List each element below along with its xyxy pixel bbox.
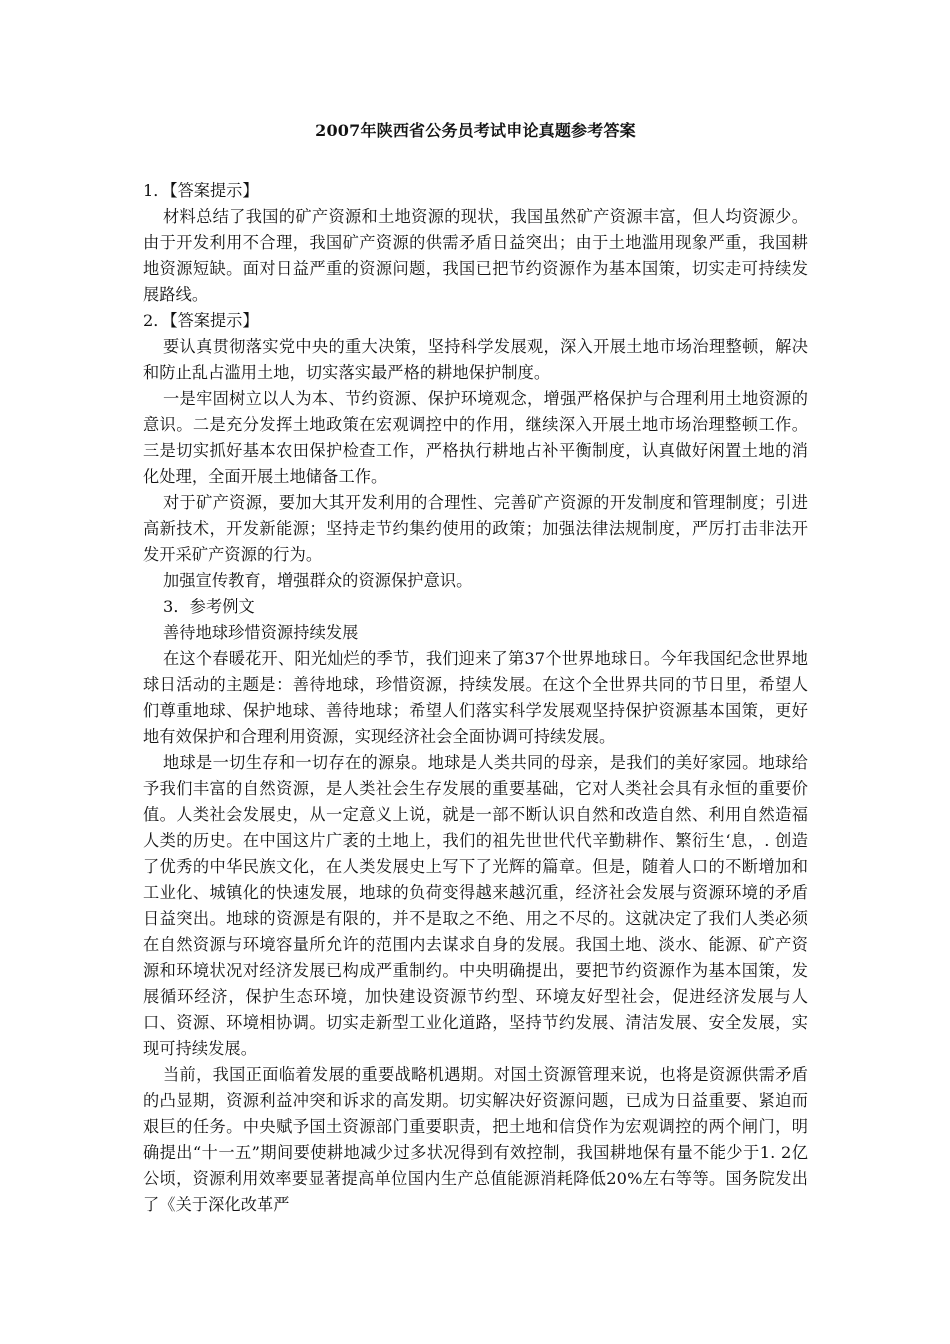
section-2-paragraph-1: 要认真贯彻落实党中央的重大决策，坚持科学发展观，深入开展土地市场治理整顿，解决和防止乱占滥用土地，切实落实最严格的耕地保护制度。 — [143, 337, 808, 382]
essay-paragraph-1: 在这个春暖花开、阳光灿烂的季节，我们迎来了第37个世界地球日。今年我国纪念世界地球日活动的主题是：善待地球，珍惜资源，持续发展。在这个全世界共同的节日里，希望人们尊重地球、保护地球、善待地球；希望人们落实科学发展观坚持保护资源基本国策，更好地有效保护和合理利用资源，实现经济社会全面协调可持续发展。 — [143, 649, 808, 746]
section-2-paragraph-2: 一是牢固树立以人为本、节约资源、保护环境观念，增强严格保护与合理利用土地资源的意识。二是充分发挥土地政策在宏观调控中的作用，继续深入开展土地市场治理整顿工作。三是切实抓好基本农田保护检查工作，严格执行耕地占补平衡制度，认真做好闲置土地的消化处理，全面开展土地储备工作。 — [143, 389, 808, 486]
essay-title: 善待地球珍惜资源持续发展 — [163, 623, 359, 642]
section-1-paragraph: 材料总结了我国的矿产资源和土地资源的现状，我国虽然矿产资源丰富，但人均资源少。由于开发利用不合理，我国矿产资源的供需矛盾日益突出；由于土地滥用现象严重，我国耕地资源短缺。面对日益严重的资源问题，我国已把节约资源作为基本国策，切实走可持续发展路线。 — [143, 207, 808, 304]
essay-paragraph-2: 地球是一切生存和一切存在的源泉。地球是人类共同的母亲，是我们的美好家园。地球给予我们丰富的自然资源，是人类社会生存发展的重要基础，它对人类社会具有永恒的重要价值。人类社会发展史，从一定意义上说，就是一部不断认识自然和改造自然、利用自然造福人类的历史。在中国这片广袤的土地上，我们的祖先世世代代辛勤耕作、繁衍生‘息，. 创造了优秀的中华民族文化，在人类发展史上写下了光辉的篇章。但是，随着人口的不断增加和工业化、城镇化的快速发展，地球的负荷变得越来越沉重，经济社会发展与资源环境的矛盾日益突出。地球的资源是有限的，并不是取之不绝、用之不尽的。这就决定了我们人类必须在自然资源与环境容量所允许的范围内去谋求自身的发展。我国土地、淡水、能源、矿产资源和环境状况对经济发展已构成严重制约。中央明确提出，要把节约资源作为基本国策，发展循环经济，保护生态环境，加快建设资源节约型、环境友好型社会，促进经济发展与人口、资源、环境相协调。切实走新型工业化道路，坚持节约发展、清洁发展、安全发展，实现可持续发展。 — [143, 753, 808, 1058]
document-title: 2007年陕西省公务员考试申论真题参考答案 — [315, 121, 636, 140]
section-3-heading: 3．参考例文 — [163, 597, 255, 616]
section-2-heading: 2．【答案提示】 — [143, 311, 259, 330]
section-2-paragraph-4: 加强宣传教育，增强群众的资源保护意识。 — [163, 571, 473, 590]
essay-paragraph-3: 当前，我国正面临着发展的重要战略机遇期。对国土资源管理来说，也将是资源供需矛盾的凸显期，资源利益冲突和诉求的高发期。切实解决好资源问题，已成为日益重要、紧迫而艰巨的任务。中央赋予国土资源部门重要职责，把土地和信贷作为宏观调控的两个闸门，明确提出“十一五”期间要使耕地减少过多状况得到有效控制，我国耕地保有量不能少于1. 2亿公顷，资源利用效率要显著提高单位国内生产总值能源消耗降低20%左右等等。国务院发出了《关于深化改革严 — [143, 1065, 808, 1214]
section-1-heading: 1．【答案提示】 — [143, 181, 259, 200]
document-page — [143, 120, 808, 1218]
section-2-paragraph-3: 对于矿产资源，要加大其开发利用的合理性、完善矿产资源的开发制度和管理制度；引进高新技术，开发新能源；坚持走节约集约使用的政策；加强法律法规制度，严厉打击非法开发开采矿产资源的行为。 — [143, 493, 808, 564]
